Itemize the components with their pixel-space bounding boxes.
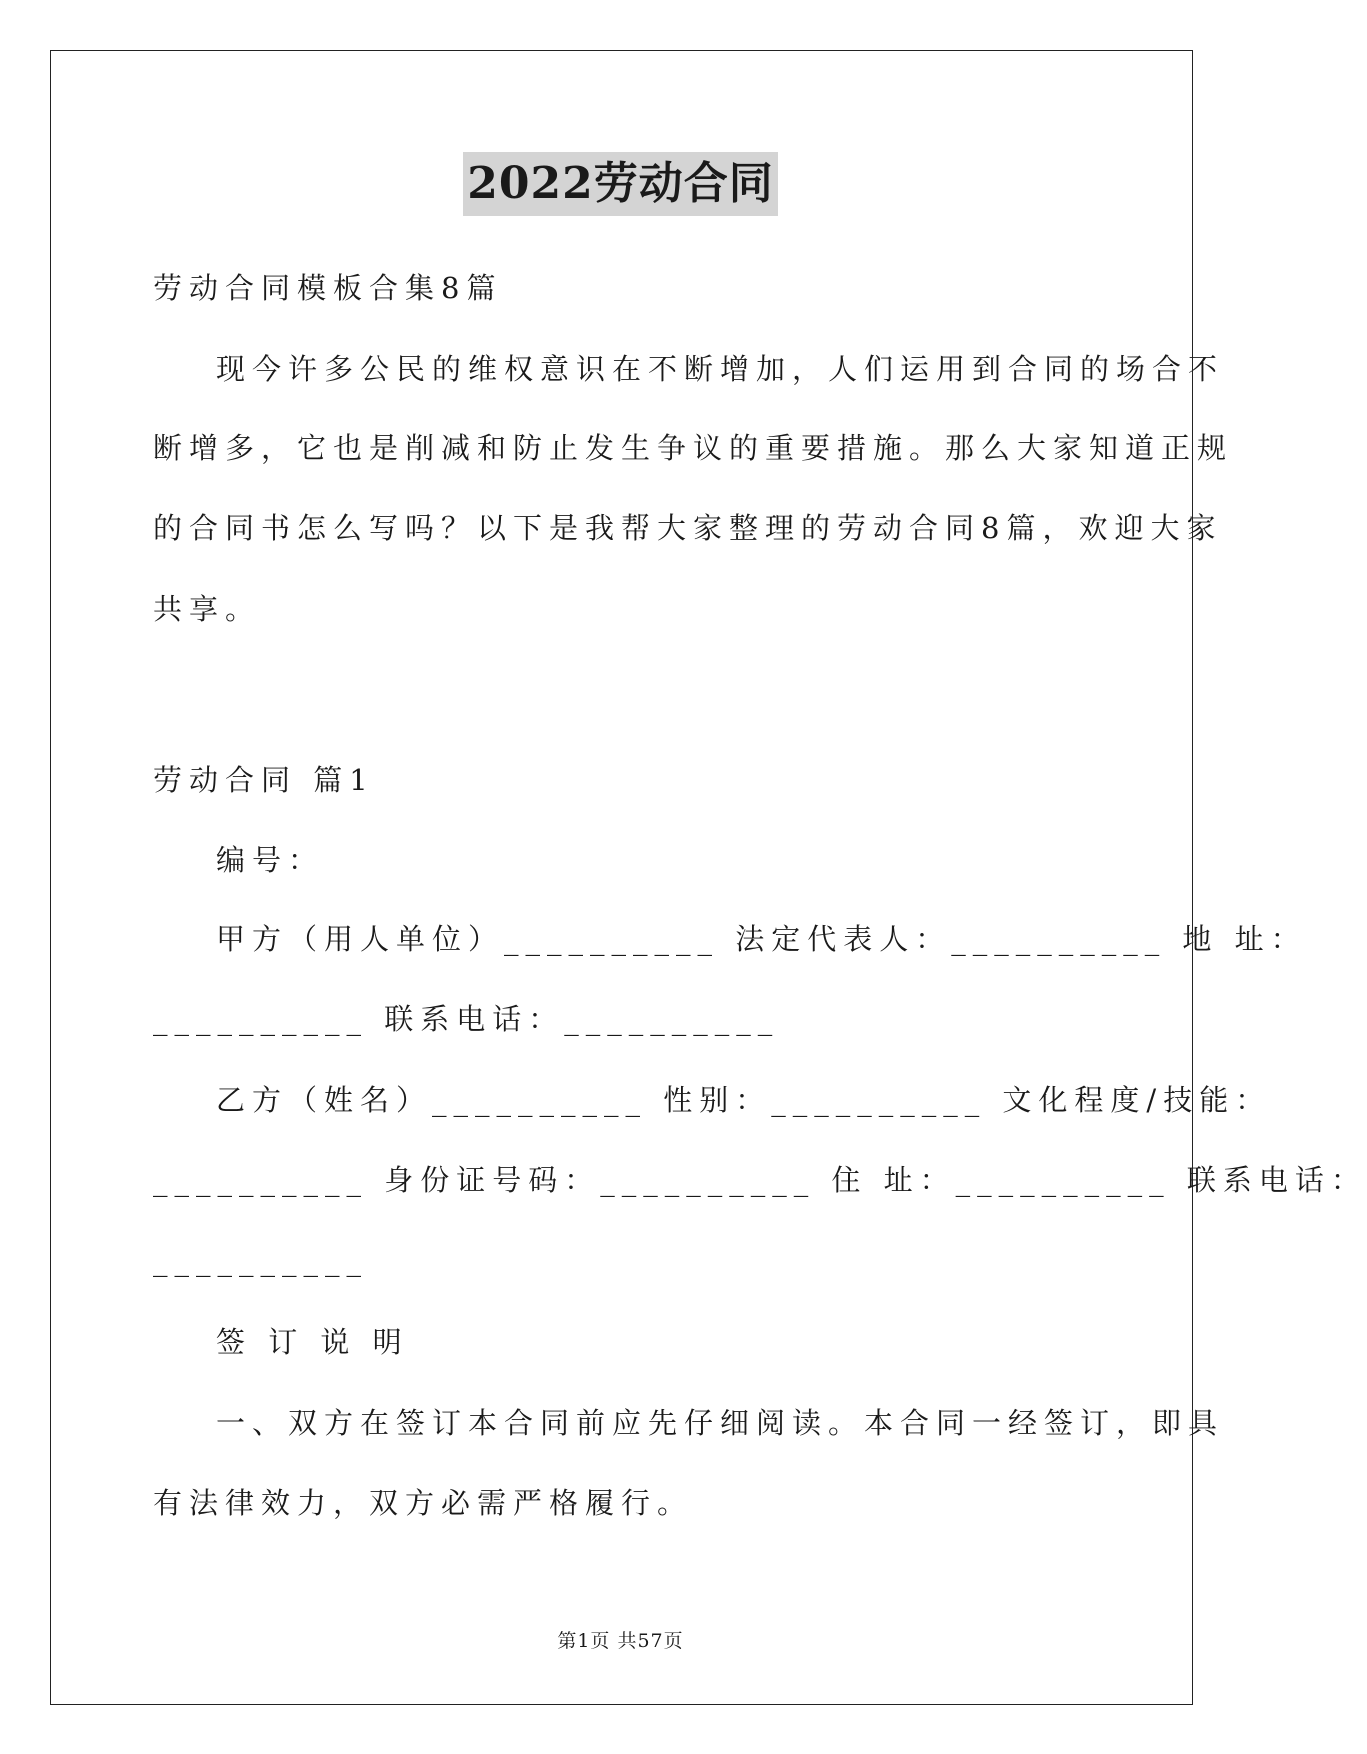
party-b-line: __________: [153, 1243, 368, 1277]
intro-line: 的合同书怎么写吗？以下是我帮大家整理的劳动合同8篇，欢迎大家: [153, 511, 1223, 545]
intro-line: 现今许多公民的维权意识在不断增加，人们运用到合同的场合不: [216, 352, 1225, 386]
title-container: [0, 152, 1241, 216]
party-a-line: __________ 联系电话：__________: [153, 1002, 780, 1036]
clause-line: 一、双方在签订本合同前应先仔细阅读。本合同一经签订，即具: [216, 1406, 1225, 1440]
intro-line: 共享。: [153, 592, 262, 626]
signing-heading: 签 订 说 明: [216, 1325, 409, 1359]
document-title: 2022劳动合同: [463, 152, 777, 216]
party-b-line: __________ 身份证号码：__________ 住 址：__________ 联系电话：: [153, 1163, 1367, 1197]
intro-line: 断增多，它也是削减和防止发生争议的重要措施。那么大家知道正规: [153, 431, 1234, 465]
page-footer: 第1页 共57页: [557, 1630, 684, 1652]
clause-line: 有法律效力，双方必需严格履行。: [153, 1486, 694, 1520]
party-a-line: 甲方（用人单位）__________ 法定代表人：__________ 地 址：: [216, 922, 1307, 956]
contract-number-label: 编号：: [216, 843, 325, 877]
party-b-line: 乙方（姓名）__________ 性别：__________ 文化程度/技能：: [216, 1083, 1272, 1117]
section-heading: 劳动合同 篇1: [153, 763, 375, 797]
document-subtitle: 劳动合同模板合集8篇: [153, 271, 503, 305]
